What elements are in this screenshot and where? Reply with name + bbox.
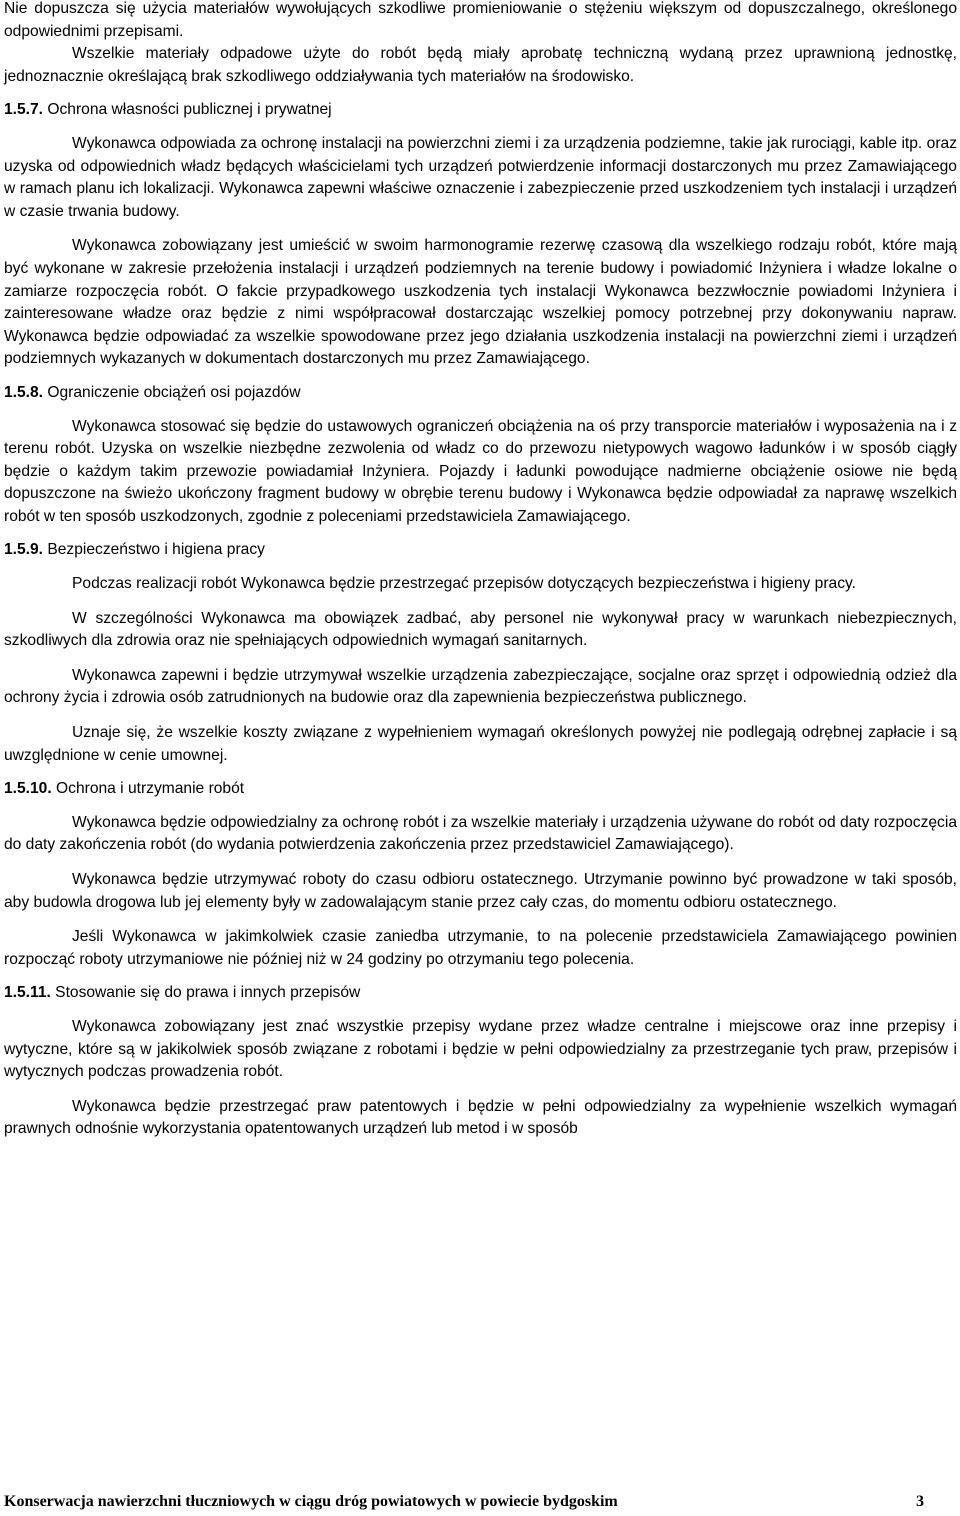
section-number: 1.5.7. [4, 101, 44, 119]
section-title: Stosowanie się do prawa i innych przepisów [55, 984, 361, 1002]
paragraph: Wykonawca odpowiada za ochronę instalacji na powierzchni ziemi i za urządzenia podziemne, takie jak rurociągi, kable itp. oraz uzyska od odpowiednich władz będących właścicielami tych urządzeń potwierdzenie informacji dostarczonych mu przez Zamawiającego w ramach planu ich lokalizacji. Wykonawca zapewni właściwe oznaczenie i zabezpieczenie przed uszkodzeniem tych instalacji i urządzeń w czasie trwania budowy. [4, 134, 957, 220]
section-number: 1.5.11. [4, 984, 51, 1002]
page-footer [4, 1493, 924, 1511]
paragraph: Wykonawca zapewni i będzie utrzymywał wszelkie urządzenia zabezpieczające, socjalne oraz sprzęt i odpowiednią odzież dla ochrony życia i zdrowia osób zatrudnionych na budowie oraz dla zapewnienia bezpieczeństwa publicznego. [4, 666, 957, 707]
paragraph: W szczególności Wykonawca ma obowiązek zadbać, aby personel nie wykonywał pracy w warunkach niebezpiecznych, szkodliwych dla zdrowia oraz nie spełniających odpowiednich wymagań sanitarnych. [4, 609, 957, 650]
section-number: 1.5.10. [4, 780, 52, 798]
section-title: Bezpieczeństwo i higiena pracy [47, 541, 265, 559]
paragraph: Wykonawca będzie odpowiedzialny za ochronę robót i za wszelkie materiały i urządzenia używane do robót od daty rozpoczęcia do daty zakończenia robót (do wydania potwierdzenia zakończenia przez przedstawiciel Zamawiającego). [4, 813, 957, 854]
paragraph: Podczas realizacji robót Wykonawca będzie przestrzegać przepisów dotyczących bezpieczeństwa i higieny pracy. [72, 575, 856, 593]
section-heading-1-5-11 [4, 982, 957, 1005]
footer-title: Konserwacja nawierzchni tłuczniowych w ciągu dróg powiatowych w powiecie bydgoskim [4, 1493, 618, 1510]
paragraph: Jeśli Wykonawca w jakimkolwiek czasie zaniedba utrzymanie, to na polecenie przedstawiciela Zamawiającego powinien rozpocząć roboty utrzymaniowe nie później niż w 24 godziny po otrzymaniu tego polecenia. [4, 928, 957, 968]
section-heading-1-5-9 [4, 539, 957, 562]
paragraph: Nie dopuszcza się użycia materiałów wywołujących szkodliwe promieniowanie o stężeniu większym od dopuszczalnego, określonego odpowiednimi przepisami. [4, 0, 957, 40]
section-title: Ochrona i utrzymanie robót [56, 780, 245, 798]
section-number: 1.5.9. [4, 541, 44, 559]
paragraph: Uznaje się, że wszelkie koszty związane z wypełnieniem wymagań określonych powyżej nie podlegają odrębnej zapłacie i są uwzględnione w cenie umownej. [4, 724, 957, 764]
section-heading-1-5-8 [4, 382, 957, 405]
section-title: Ograniczenie obciążeń osi pojazdów [47, 383, 301, 401]
section-heading-1-5-7 [4, 99, 957, 122]
document-body [4, 0, 957, 1141]
section-heading-1-5-10 [4, 778, 957, 801]
paragraph: Wykonawca zobowiązany jest znać wszystkie przepisy wydane przez władze centralne i miejscowe oraz inne przepisy i wytyczne, które są w jakikolwiek sposób związane z robotami i będzie w pełni odpowiedzialny za przestrzeganie tych praw, przepisów i wytycznych podczas prowadzenia robót. [4, 1017, 957, 1081]
paragraph: Wykonawca będzie utrzymywać roboty do czasu odbioru ostatecznego. Utrzymanie powinno być prowadzone w taki sposób, aby budowla drogowa lub jej elementy były w zadowalającym stanie przez cały czas, do momentu odbioru ostatecznego. [4, 871, 957, 911]
paragraph: Wykonawca zobowiązany jest umieścić w swoim harmonogramie rezerwę czasową dla wszelkiego rodzaju robót, które mają być wykonane w zakresie przełożenia instalacji i urządzeń podziemnych na terenie budowy i powiadomić Inżyniera i władze lokalne o zamiarze rozpoczęcia robót. O fakcie przypadkowego uszkodzenia tych instalacji Wykonawca bezzwłocznie powiadomi Inżyniera i zainteresowane władze oraz będzie z nimi współpracował dostarczając wszelkiej pomocy potrzebnej przy dokonywaniu napraw. Wykonawca będzie odpowiadać za wszelkie spowodowane przez jego działania uszkodzenia instalacji na powierzchni ziemi i urządzeń podziemnych wykazanych w dokumentach dostarczonych mu przez Zamawiającego. [4, 237, 957, 368]
page-number: 3 [916, 1493, 924, 1510]
paragraph: Wszelkie materiały odpadowe użyte do robót będą miały aprobatę techniczną wydaną przez uprawnioną jednostkę, jednoznacznie określającą brak szkodliwego oddziaływania tych materiałów na środowisko. [4, 45, 957, 85]
paragraph: Wykonawca będzie przestrzegać praw patentowych i będzie w pełni odpowiedzialny za wypełnienie wszelkich wymagań prawnych odnośnie wykorzystania opatentowanych urządzeń lub metod i w sposób [4, 1097, 957, 1138]
section-title: Ochrona własności publicznej i prywatnej [47, 101, 332, 119]
paragraph: Wykonawca stosować się będzie do ustawowych ograniczeń obciążenia na oś przy transporcie materiałów i wyposażenia na i z terenu robót. Uzyska on wszelkie niezbędne zezwolenia od władz co do przewozu nietypowych wagowo ładunków i w sposób ciągły będzie o każdym takim przewozie powiadamiał Inżyniera. Pojazdy i ładunki powodujące nadmierne obciążenie osiowe nie będą dopuszczone na świeżo ukończony fragment budowy w obrębie terenu budowy i Wykonawca będzie odpowiadał za naprawę wszelkich robót w ten sposób uszkodzonych, zgodnie z poleceniami przedstawiciela Zamawiającego. [4, 417, 957, 525]
section-number: 1.5.8. [4, 383, 44, 401]
